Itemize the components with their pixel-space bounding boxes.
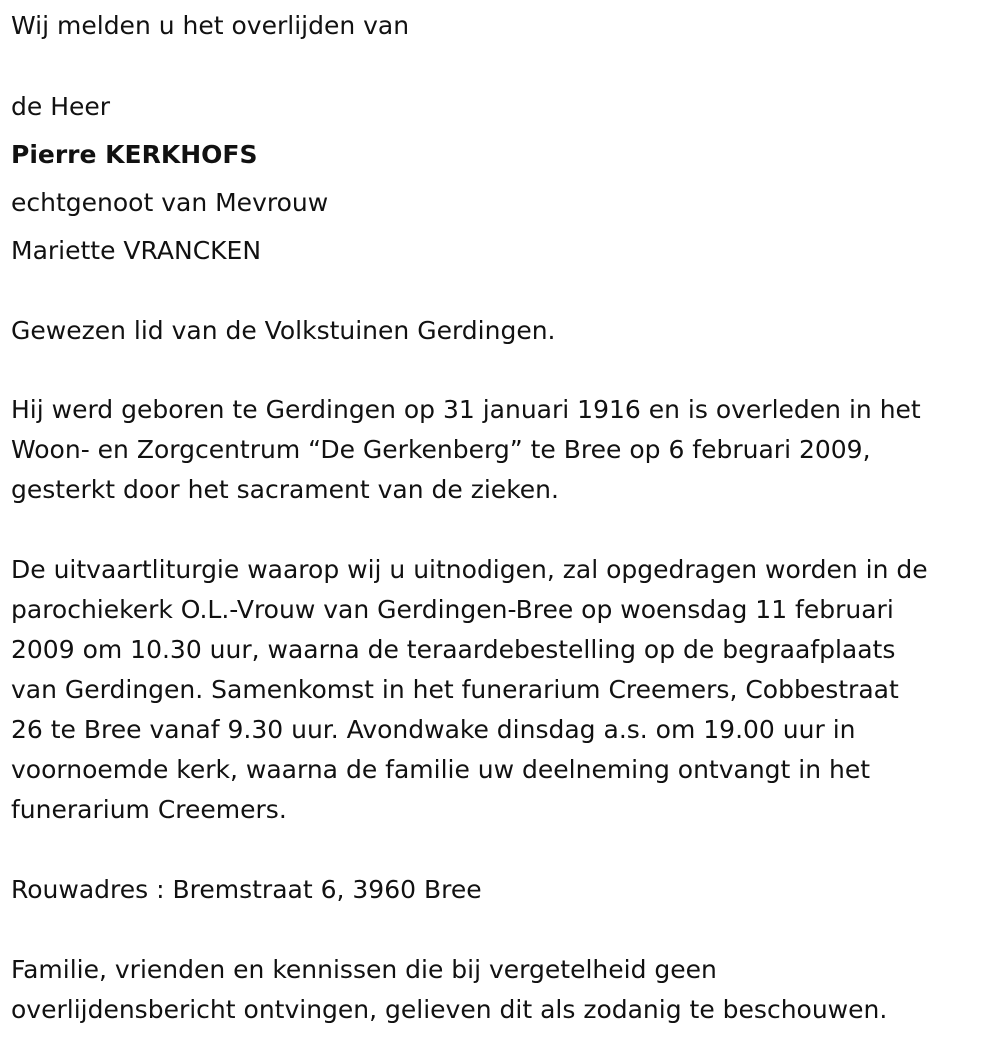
membership-text: Gewezen lid van de Volkstuinen Gerdingen. xyxy=(11,316,556,345)
birth-death-line: Woon- en Zorgcentrum “De Gerkenberg” te Bree op 6 februari 2009, xyxy=(11,435,871,464)
funeral-line: voornoemde kerk, waarna de familie uw deelneming ontvangt in het xyxy=(11,755,871,784)
closing-paragraph xyxy=(11,950,887,1030)
funeral-line: 26 te Bree vanaf 9.30 uur. Avondwake dinsdag a.s. om 19.00 uur in xyxy=(11,715,856,744)
funeral-paragraph xyxy=(11,550,928,830)
intro-text: Wij melden u het overlijden van xyxy=(11,11,410,40)
birth-death-line: Hij werd geboren te Gerdingen op 31 januari 1916 en is overleden in het xyxy=(11,395,921,424)
spouse-label: echtgenoot van Mevrouw xyxy=(11,188,329,217)
funeral-line: parochiekerk O.L.-Vrouw van Gerdingen-Bree op woensdag 11 februari xyxy=(11,595,894,624)
closing-line: overlijdensbericht ontvingen, gelieven dit als zodanig te beschouwen. xyxy=(11,995,888,1024)
title-prefix: de Heer xyxy=(11,92,111,121)
address-paragraph xyxy=(11,870,482,910)
funeral-line: 2009 om 10.30 uur, waarna de teraardebestelling op de begraafplaats xyxy=(11,635,896,664)
funeral-line: De uitvaartliturgie waarop wij u uitnodigen, zal opgedragen worden in de xyxy=(11,555,928,584)
birth-death-paragraph xyxy=(11,390,921,510)
birth-death-line: gesterkt door het sacrament van de zieken. xyxy=(11,475,559,504)
deceased-name: Pierre KERKHOFS xyxy=(11,140,258,169)
mourning-address: Rouwadres : Bremstraat 6, 3960 Bree xyxy=(11,875,482,904)
spouse-name: Mariette VRANCKEN xyxy=(11,236,262,265)
funeral-line: funerarium Creemers. xyxy=(11,795,287,824)
funeral-line: van Gerdingen. Samenkomst in het funerarium Creemers, Cobbestraat xyxy=(11,675,899,704)
closing-line: Familie, vrienden en kennissen die bij vergetelheid geen xyxy=(11,955,717,984)
